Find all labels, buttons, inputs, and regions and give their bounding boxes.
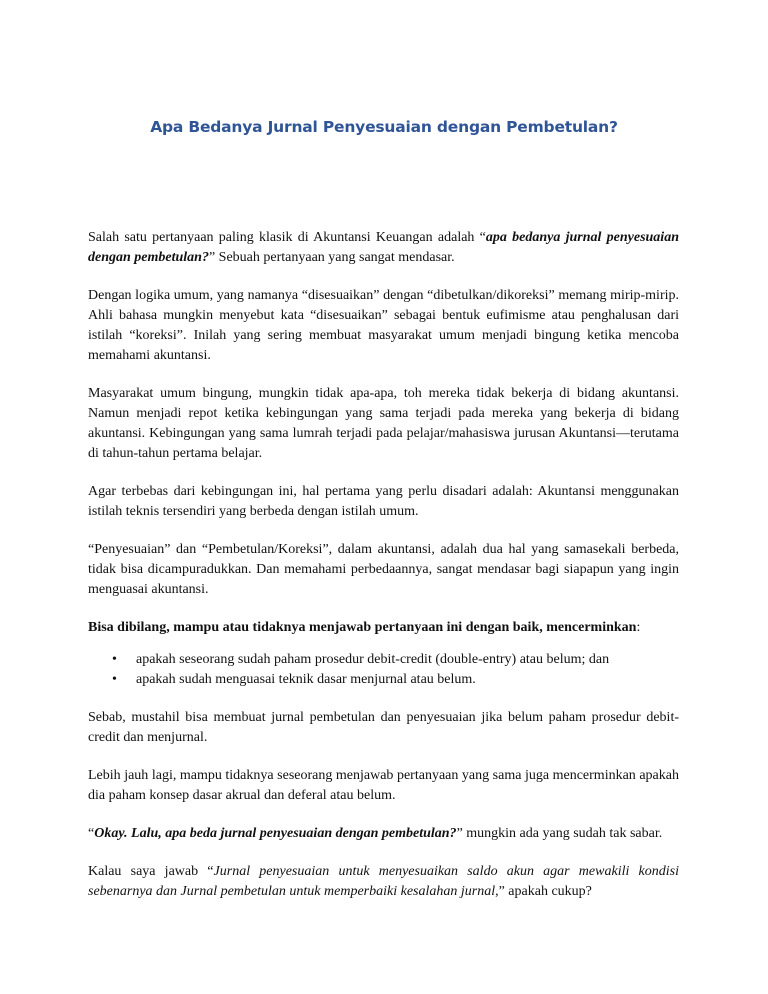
- intro-tail: ” Sebuah pertanyaan yang sangat mendasar.: [208, 250, 455, 265]
- bullet-dot-icon: •: [112, 652, 117, 667]
- answer-lead: Kalau saya jawab “: [88, 864, 214, 879]
- answer-italic: Jurnal penyesuaian untuk menyesuaikan saldo akun agar mewakili kondisi sebenarnya dan Jurnal pembetulan untuk memperbaiki kesalahan jurnal: [88, 864, 679, 899]
- reflection-colon: :: [636, 620, 641, 635]
- paragraph-further: Lebih jauh lagi, mampu tidaknya seseorang menjawab pertanyaan yang sama juga mencerminkan apakah dia paham konsep dasar akrual dan deferal atau belum.: [88, 768, 679, 803]
- paragraph-reason: Sebab, mustahil bisa membuat jurnal pembetulan dan penyesuaian jika belum paham prosedur debit-credit dan menjurnal.: [88, 710, 679, 745]
- list-item: [112, 650, 679, 670]
- document-title: Apa Bedanya Jurnal Penyesuaian dengan Pembetulan?: [150, 118, 618, 136]
- paragraph-difference: “Penyesuaian” dan “Pembetulan/Koreksi”, dalam akuntansi, adalah dua hal yang samasekali berbeda, tidak bisa dicampuradukkan. Dan memahami perbedaannya, sangat mendasar bagi siapapun yang ingin menguasai akuntansi.: [88, 542, 679, 597]
- paragraph-logic: Dengan logika umum, yang namanya “disesuaikan” dengan “dibetulkan/dikoreksi” memang mirip-mirip. Ahli bahasa mungkin menyebut kata “disesuaikan” sebagai bentuk eufimisme atau penghalusan dari istilah “koreksi”. Inilah yang sering membuat masyarakat umum menjadi bingung ketika mencoba memahami akuntansi.: [88, 288, 679, 363]
- document-body: [88, 228, 679, 920]
- bullet-dot-icon: •: [112, 672, 117, 687]
- paragraph-reflection: [88, 618, 679, 638]
- paragraph-answer: [88, 862, 679, 902]
- list-item-text: apakah sudah menguasai teknik dasar menjurnal atau belum.: [136, 672, 476, 687]
- paragraph-intro: [88, 228, 679, 268]
- paragraph-terms: Agar terbebas dari kebingungan ini, hal pertama yang perlu disadari adalah: Akuntansi menggunakan istilah teknis tersendiri yang berbeda dengan istilah umum.: [88, 484, 679, 519]
- list-item: [112, 670, 679, 690]
- intro-text: Salah satu pertanyaan paling klasik di Akuntansi Keuangan adalah “: [88, 230, 486, 245]
- question-text: Okay. Lalu, apa beda jurnal penyesuaian dengan pembetulan?: [94, 826, 457, 841]
- question-tail: ” mungkin ada yang sudah tak sabar.: [456, 826, 663, 841]
- intro-question: apa bedanya jurnal penyesuaian dengan pembetulan?: [88, 230, 679, 265]
- list-item-text: apakah seseorang sudah paham prosedur debit-credit (double-entry) atau belum; dan: [136, 652, 610, 667]
- paragraph-confusion: Masyarakat umum bingung, mungkin tidak apa-apa, toh mereka tidak bekerja di bidang akuntansi. Namun menjadi repot ketika kebingungan yang sama terjadi pada mereka yang bekerja di bidang akuntansi. Kebingungan yang sama lumrah terjadi pada pelajar/mahasiswa jurusan Akuntansi—terutama di tahun-tahun pertama belajar.: [88, 386, 679, 461]
- paragraph-question: [88, 824, 679, 844]
- reflection-bold: Bisa dibilang, mampu atau tidaknya menjawab pertanyaan ini dengan baik, mencerminkan: [88, 620, 637, 635]
- question-open-quote: “: [88, 826, 95, 841]
- bullet-list: [88, 650, 679, 690]
- answer-tail: ,” apakah cukup?: [495, 884, 592, 899]
